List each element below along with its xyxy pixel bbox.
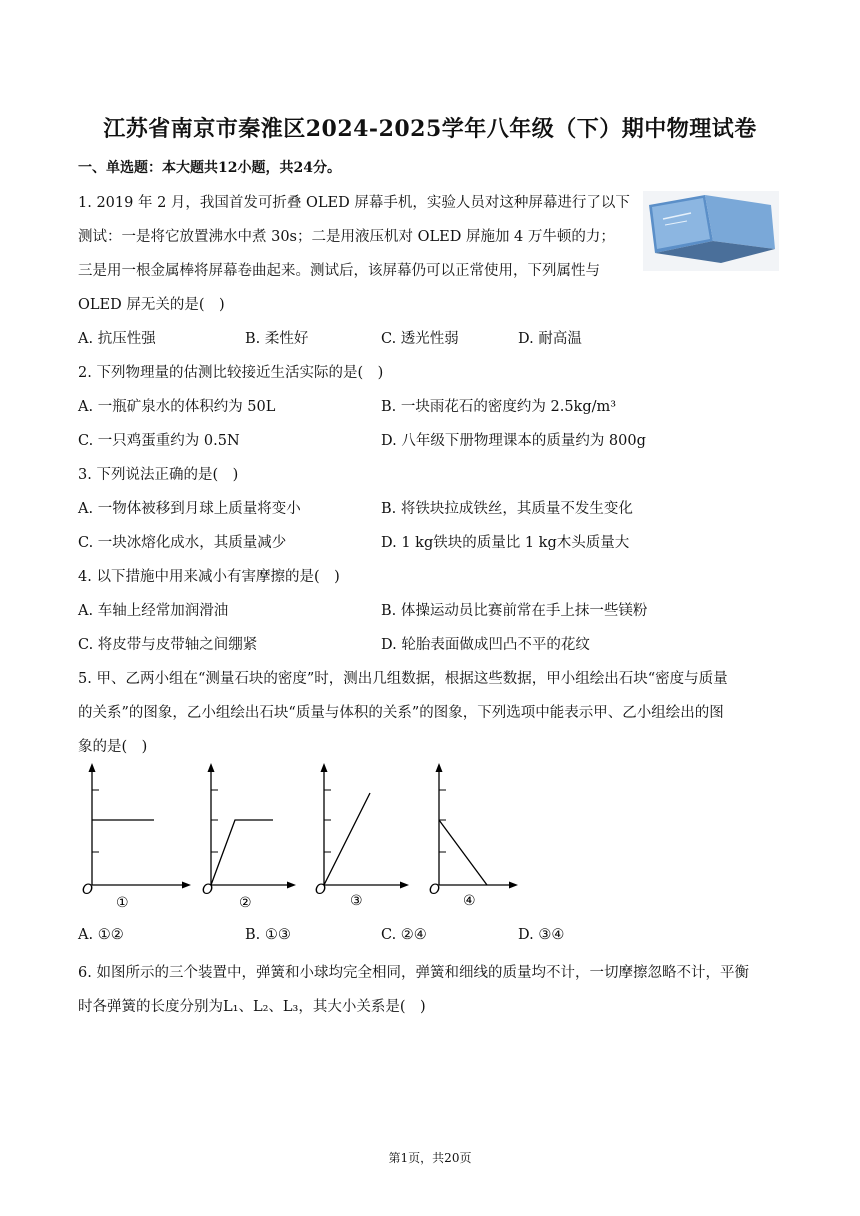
q2-option-b: B. 一块雨花石的密度约为 2.5kg/m³ <box>381 399 617 415</box>
q1-line-4: OLED 屏无关的是( ) <box>78 297 225 313</box>
q4-option-a: A. 车轴上经常加润滑油 <box>78 603 229 619</box>
graph-4-label: ④ <box>463 893 476 909</box>
graph-4-origin: O <box>429 882 441 898</box>
q3-stem: 3. 下列说法正确的是( ) <box>78 467 239 483</box>
q2-option-c: C. 一只鸡蛋重约为 0.5N <box>78 433 240 449</box>
q1-line-1: 1. 2019 年 2 月，我国首发可折叠 OLED 屏幕手机，实验人员对这种屏幕进行了以下 <box>78 195 630 211</box>
q6-line-1: 6. 如图所示的三个装置中，弹簧和小球均完全相同，弹簧和细线的质量均不计，一切摩擦忽略不计，平衡 <box>78 965 749 981</box>
graph-3-origin: O <box>315 882 327 898</box>
page-title: 江苏省南京市秦淮区2024-2025学年八年级（下）期中物理试卷 <box>103 116 757 142</box>
q3-option-b: B. 将铁块拉成铁丝，其质量不发生变化 <box>381 501 633 517</box>
q5-option-b: B. ①③ <box>245 927 291 943</box>
q1-option-a: A. 抗压性强 <box>78 331 156 347</box>
graph-2-rise-then-flat <box>197 760 312 910</box>
q5-option-c: C. ②④ <box>381 927 427 943</box>
page-footer: 第1页，共20页 <box>388 1151 472 1165</box>
section-heading: 一、单选题：本大题共12小题，共24分。 <box>78 160 341 176</box>
q4-option-d: D. 轮胎表面做成凹凸不平的花纹 <box>381 637 590 653</box>
q1-line-3: 三是用一根金属棒将屏幕卷曲起来。测试后，该屏幕仍可以正常使用，下列属性与 <box>78 263 600 279</box>
graph-1-label: ① <box>116 895 129 910</box>
q1-line-2: 测试：一是将它放置沸水中煮 30s；二是用液压机对 OLED 屏施加 4 万牛顿的力； <box>78 229 615 245</box>
q1-option-d: D. 耐高温 <box>518 331 582 347</box>
graph-1-horizontal-line <box>78 760 193 910</box>
q4-option-c: C. 将皮带与皮带轴之间绷紧 <box>78 637 258 653</box>
graph-3-line-through-origin <box>310 760 425 910</box>
graph-1-origin: O <box>82 882 94 898</box>
foldable-phone-photo <box>643 191 779 271</box>
q2-option-d: D. 八年级下册物理课本的质量约为 800g <box>381 433 646 449</box>
q3-option-a: A. 一物体被移到月球上质量将变小 <box>78 501 301 517</box>
q4-stem: 4. 以下措施中用来减小有害摩擦的是( ) <box>78 569 340 585</box>
q1-option-b: B. 柔性好 <box>245 331 309 347</box>
q5-line-1: 5. 甲、乙两小组在“测量石块的密度”时，测出几组数据，根据这些数据，甲小组绘出石块“密度与质量 <box>78 671 728 687</box>
q5-line-2: 的关系”的图象，乙小组绘出石块“质量与体积的关系”的图象，下列选项中能表示甲、乙小组绘出的图 <box>78 705 724 721</box>
q5-option-d: D. ③④ <box>518 927 565 943</box>
q6-line-2: 时各弹簧的长度分别为L₁、L₂、L₃，其大小关系是( ) <box>78 999 426 1015</box>
q3-option-d: D. 1 kg铁块的质量比 1 kg木头质量大 <box>381 535 630 551</box>
graph-2-origin: O <box>202 882 214 898</box>
graph-2-label: ② <box>239 895 252 910</box>
graph-4-descending-line <box>425 760 540 910</box>
q5-option-a: A. ①② <box>78 927 124 943</box>
q2-option-a: A. 一瓶矿泉水的体积约为 50L <box>78 399 276 415</box>
q2-stem: 2. 下列物理量的估测比较接近生活实际的是( ) <box>78 365 384 381</box>
q4-option-b: B. 体操运动员比赛前常在手上抹一些镁粉 <box>381 603 648 619</box>
graph-3-label: ③ <box>350 893 363 909</box>
q1-option-c: C. 透光性弱 <box>381 331 459 347</box>
q3-option-c: C. 一块冰熔化成水，其质量减少 <box>78 535 287 551</box>
q5-line-3: 象的是( ) <box>78 739 148 755</box>
